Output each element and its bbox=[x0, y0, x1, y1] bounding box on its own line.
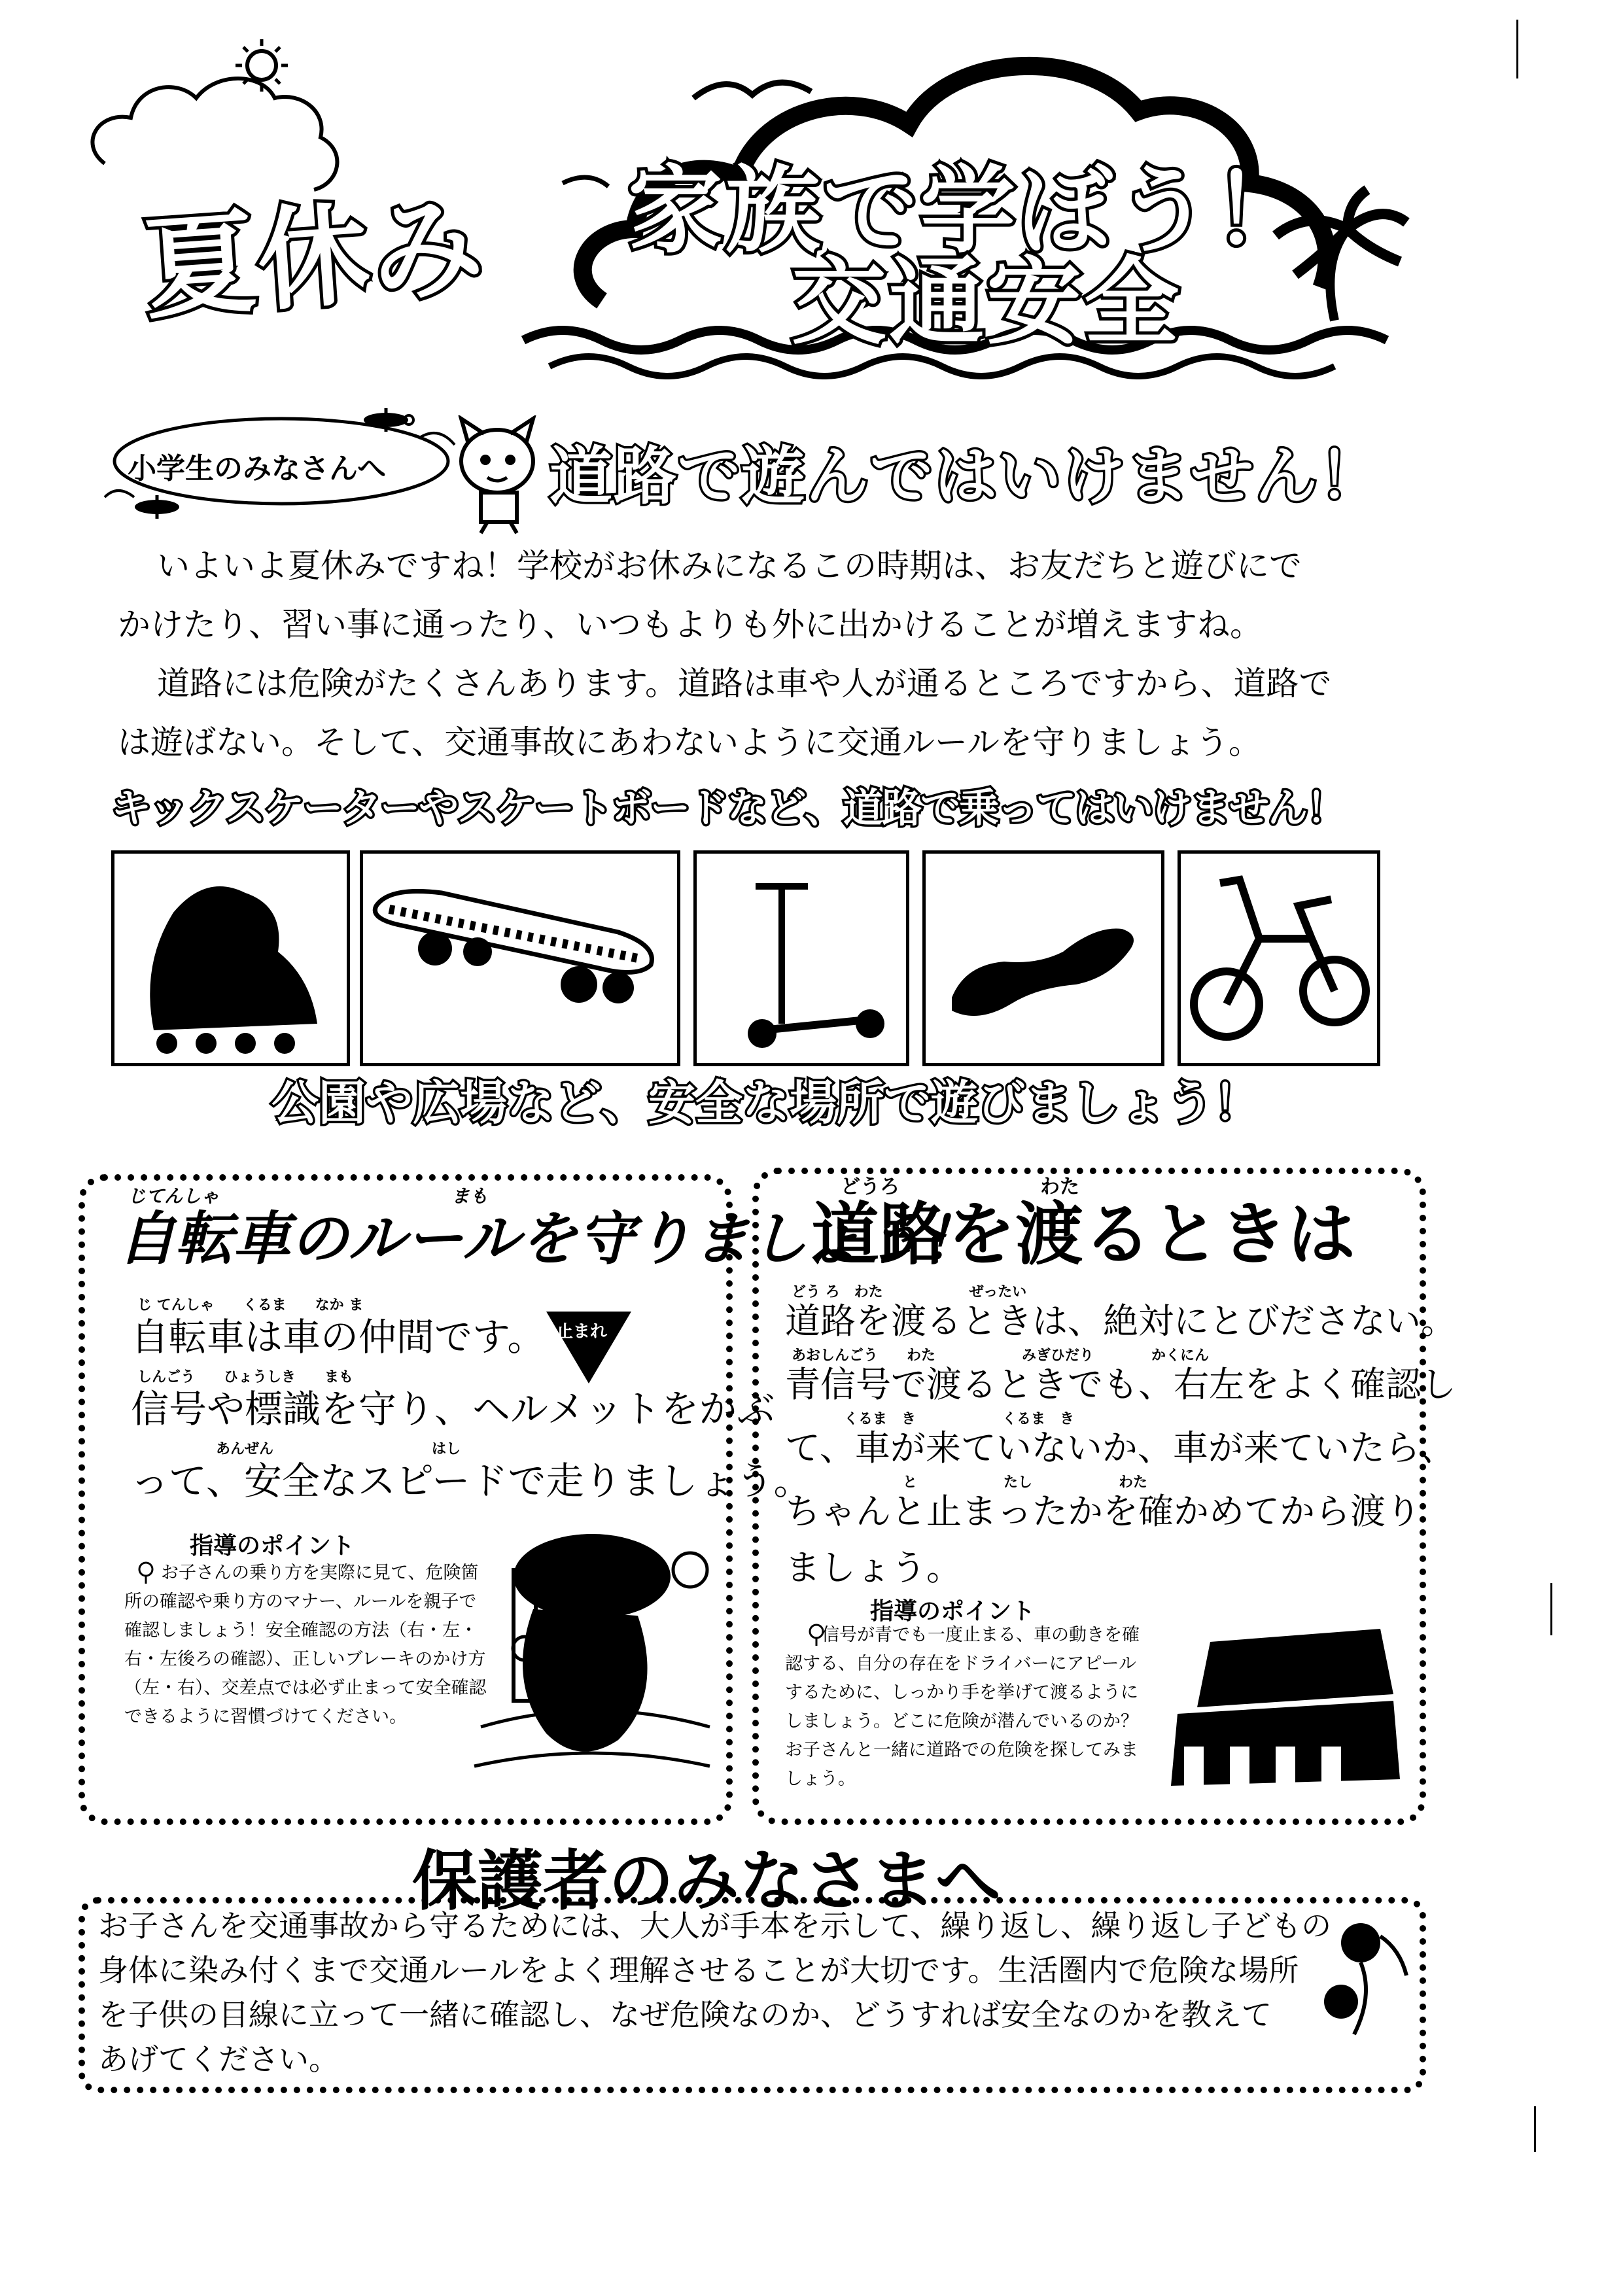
left-cloud bbox=[92, 78, 337, 190]
guardian-line1: お子さんを交通事故から守るためには、大人が手本を示して、繰り返し、繰り返し子どもの bbox=[98, 1908, 1332, 1943]
photo-caster-board bbox=[922, 850, 1164, 1066]
guardian-line4: あげてください。 bbox=[98, 2042, 339, 2077]
kids-headline: 道路で遊んではいけません！ bbox=[550, 440, 1383, 513]
summer-title: 夏休み bbox=[139, 182, 490, 335]
flower-icon bbox=[1315, 1910, 1413, 2041]
crossing-ruby-2: あおしんごう わた みぎひだり かくにん bbox=[792, 1348, 1210, 1364]
crossing-ruby-1: どう ろ わた ぜったい bbox=[792, 1284, 1027, 1300]
ruby-line1: じ てんしゃ くるま なか ま bbox=[137, 1297, 364, 1313]
kids-badge: 小学生のみなさんへ bbox=[128, 452, 387, 485]
crossing-illustration bbox=[1158, 1616, 1406, 1812]
crossing-point-text: 信号が青でも一度止まる、車の動きを確認する、自分の存在をドライバーにアピールするために、しっかり手を挙げて渡るようにしましょう。どこに危険が潜んでいるのか？お子さんと一緒に道路での危険を探してみましょう。 bbox=[785, 1625, 1140, 1789]
kids-paragraph bbox=[118, 536, 1524, 772]
paragraph1-line1: いよいよ夏休みですね！学校がお休みになるこの時期は、お友だちと遊びにで bbox=[157, 547, 1302, 585]
ruby-mamo: まも bbox=[451, 1185, 489, 1207]
bicycle-illustration bbox=[468, 1531, 716, 1792]
paragraph2-line2: は遊ばない。そして、交通事故にあわないように交通ルールを守りましょう。 bbox=[118, 723, 1261, 761]
park-banner: 公園や広場など、安全な場所で遊びましょう！ bbox=[271, 1075, 1261, 1130]
stop-sign-label: 止まれ bbox=[556, 1322, 608, 1342]
kick-scooter-icon bbox=[697, 854, 906, 1063]
photo-inline-skates bbox=[111, 850, 350, 1066]
guardian-body bbox=[98, 1904, 1331, 2081]
guardian-line2: 身体に染み付くまで交通ルールをよく理解させることが大切です。生活圏内で危険な場所 bbox=[98, 1953, 1299, 1988]
photo-kick-scooter bbox=[693, 850, 909, 1066]
crossing-rule-4: ちゃんと止まったかを確かめてから渡り bbox=[785, 1491, 1421, 1532]
seagull-icon bbox=[693, 82, 811, 98]
crossing-rule-3: て、車が来ていないか、車が来ていたら、 bbox=[785, 1427, 1456, 1469]
crossing-ruby-3: くるま き くるま き bbox=[844, 1411, 1075, 1427]
family-learn-title: 家族で学ぼう！ bbox=[628, 156, 1310, 266]
balance-bike-icon bbox=[1181, 854, 1377, 1063]
airplane-icon bbox=[135, 495, 179, 519]
crossing-rule-1: 道路を渡るときは、絶対にとびださない。 bbox=[785, 1300, 1456, 1342]
traffic-safety-title: 交通安全 bbox=[792, 247, 1181, 358]
crossing-rule-5: ましょう。 bbox=[785, 1547, 962, 1588]
header-banner bbox=[65, 13, 1413, 379]
paragraph2-line1: 道路には危険がたくさんあります。道路は車や人が通るところですから、道路で bbox=[157, 665, 1332, 703]
margin-mark bbox=[1516, 20, 1518, 78]
paragraph1-line2: かけたり、習い事に通ったり、いつもよりも外に出かけることが増えますね。 bbox=[118, 606, 1263, 644]
caster-board-icon bbox=[926, 854, 1161, 1063]
bicycle-rule-3: って、安全なスピードで走りましょう。 bbox=[131, 1459, 812, 1503]
guardian-line3: を子供の目線に立って一緒に確認し、なぜ危険なのか、どうすれば安全なのかを教えて bbox=[98, 1997, 1272, 2032]
crossing-panel-title: 道路を渡るときは bbox=[811, 1194, 1356, 1274]
ruby-jitensha: じてんしゃ bbox=[128, 1185, 220, 1207]
inline-skate-icon bbox=[114, 854, 347, 1063]
crossing-ruby-4: と たし わた bbox=[903, 1474, 1148, 1491]
crossing-rule-2: 青信号で渡るときでも、右左をよく確認し bbox=[785, 1364, 1456, 1405]
guardian-title: 保護者のみなさまへ bbox=[412, 1843, 1001, 1919]
bicycle-rule-2: 信号や標識を守り、ヘルメットをかぶ bbox=[131, 1387, 775, 1431]
photo-balance-bike bbox=[1178, 850, 1380, 1066]
ruby-doro: どうろ bbox=[841, 1175, 899, 1198]
bicycle-point-text: お子さんの乗り方を実際に見て、危険箇所の確認や乗り方のマナー、ルールを親子で確認しましょう！安全確認の方法（右・左・右・左後ろの確認）、正しいブレーキのかけ方（左・右）、交差点では必ず止まって安全確認できるように習慣づけてください。 bbox=[124, 1563, 487, 1727]
ruby-line2: しんごう ひょうしき まも bbox=[137, 1369, 354, 1385]
bicycle-point-heading: 指導のポイント bbox=[190, 1533, 355, 1559]
cat-mascot-icon bbox=[451, 415, 550, 536]
skateboard-icon bbox=[363, 854, 677, 1063]
ruby-wata: わた bbox=[1040, 1175, 1079, 1198]
crossing-point-heading: 指導のポイント bbox=[870, 1598, 1036, 1625]
ruby-line3: あんぜん はし bbox=[216, 1441, 461, 1457]
margin-mark bbox=[1534, 2106, 1536, 2152]
bicycle-rule-1: 自転車は車の仲間です。 bbox=[131, 1315, 546, 1359]
photo-skateboard bbox=[360, 850, 680, 1066]
margin-mark bbox=[1550, 1583, 1552, 1635]
ride-banner: キックスケーターやスケートボードなど、道路で乗ってはいけません！ bbox=[111, 785, 1346, 831]
bicycle-panel-title: 自転車のルールを守りましょう！ bbox=[118, 1205, 981, 1272]
